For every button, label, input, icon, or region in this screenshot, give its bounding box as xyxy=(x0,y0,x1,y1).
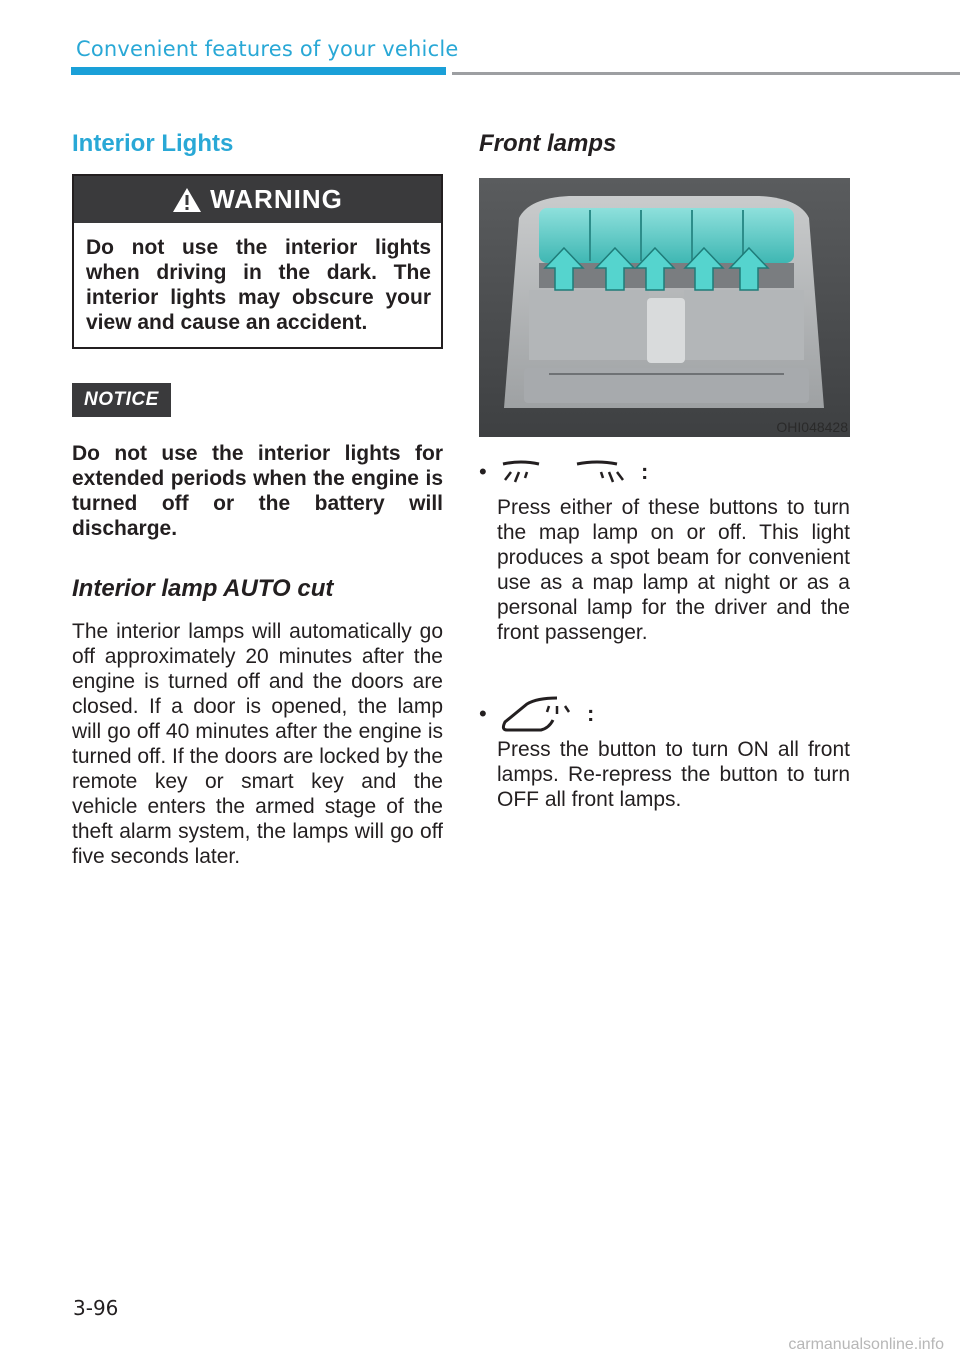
overhead-console-illustration xyxy=(479,178,850,437)
warning-title: WARNING xyxy=(210,184,343,214)
warning-triangle-icon xyxy=(172,187,202,213)
figure-code: OHI048428 xyxy=(776,419,848,435)
header-title: Convenient features of your vehicle xyxy=(76,37,459,61)
map-lamp-item xyxy=(479,455,850,489)
header-bar-accent xyxy=(71,67,446,75)
front-lamp-text: Press the button to turn ON all front lamps. Re-repress the button to turn OFF all front lamps. xyxy=(497,738,850,811)
section-title: Interior Lights xyxy=(72,130,234,157)
map-lamp-text: Press either of these buttons to turn the map lamp on or off. This light produces a spot beam for convenient use as a map lamp at night or as a personal lamp for the driver and the front passenger. xyxy=(497,496,850,644)
separator: : xyxy=(641,459,649,484)
notice-badge: NOTICE xyxy=(72,383,171,417)
bullet: • xyxy=(479,701,487,726)
left-map-lamp-icon xyxy=(497,458,545,486)
page-number: 3-96 xyxy=(73,1296,119,1320)
header-bar-rule xyxy=(452,72,960,75)
separator: : xyxy=(587,701,595,726)
bullet: • xyxy=(479,459,487,484)
front-lamp-item xyxy=(479,697,850,731)
warning-header xyxy=(74,176,441,223)
watermark: carmanualsonline.info xyxy=(788,1336,944,1353)
notice-text: Do not use the interior lights for extended periods when the engine is turned off or the battery will discharge. xyxy=(72,442,443,540)
warning-text: Do not use the interior lights when driving in the dark. The interior lights may obscure your view and cause an accident. xyxy=(86,236,431,334)
front-lamp-icon xyxy=(497,694,577,734)
left-column xyxy=(72,128,443,869)
right-column xyxy=(479,128,850,812)
right-map-lamp-icon xyxy=(573,458,631,486)
auto-cut-title: Interior lamp AUTO cut xyxy=(72,575,334,602)
auto-cut-text: The interior lamps will automatically go off approximately 20 minutes after the engine is turned off and the doors are closed. If a door is opened, the lamp will go off 40 minutes after the engine is turned off. If the doors are locked by the remote key or smart key and the vehicle enters the armed stage of the theft alarm system, the lamps will go off five seconds later. xyxy=(72,620,443,868)
warning-box xyxy=(72,174,443,349)
front-lamps-title: Front lamps xyxy=(479,130,617,157)
overhead-console-figure xyxy=(479,178,850,437)
